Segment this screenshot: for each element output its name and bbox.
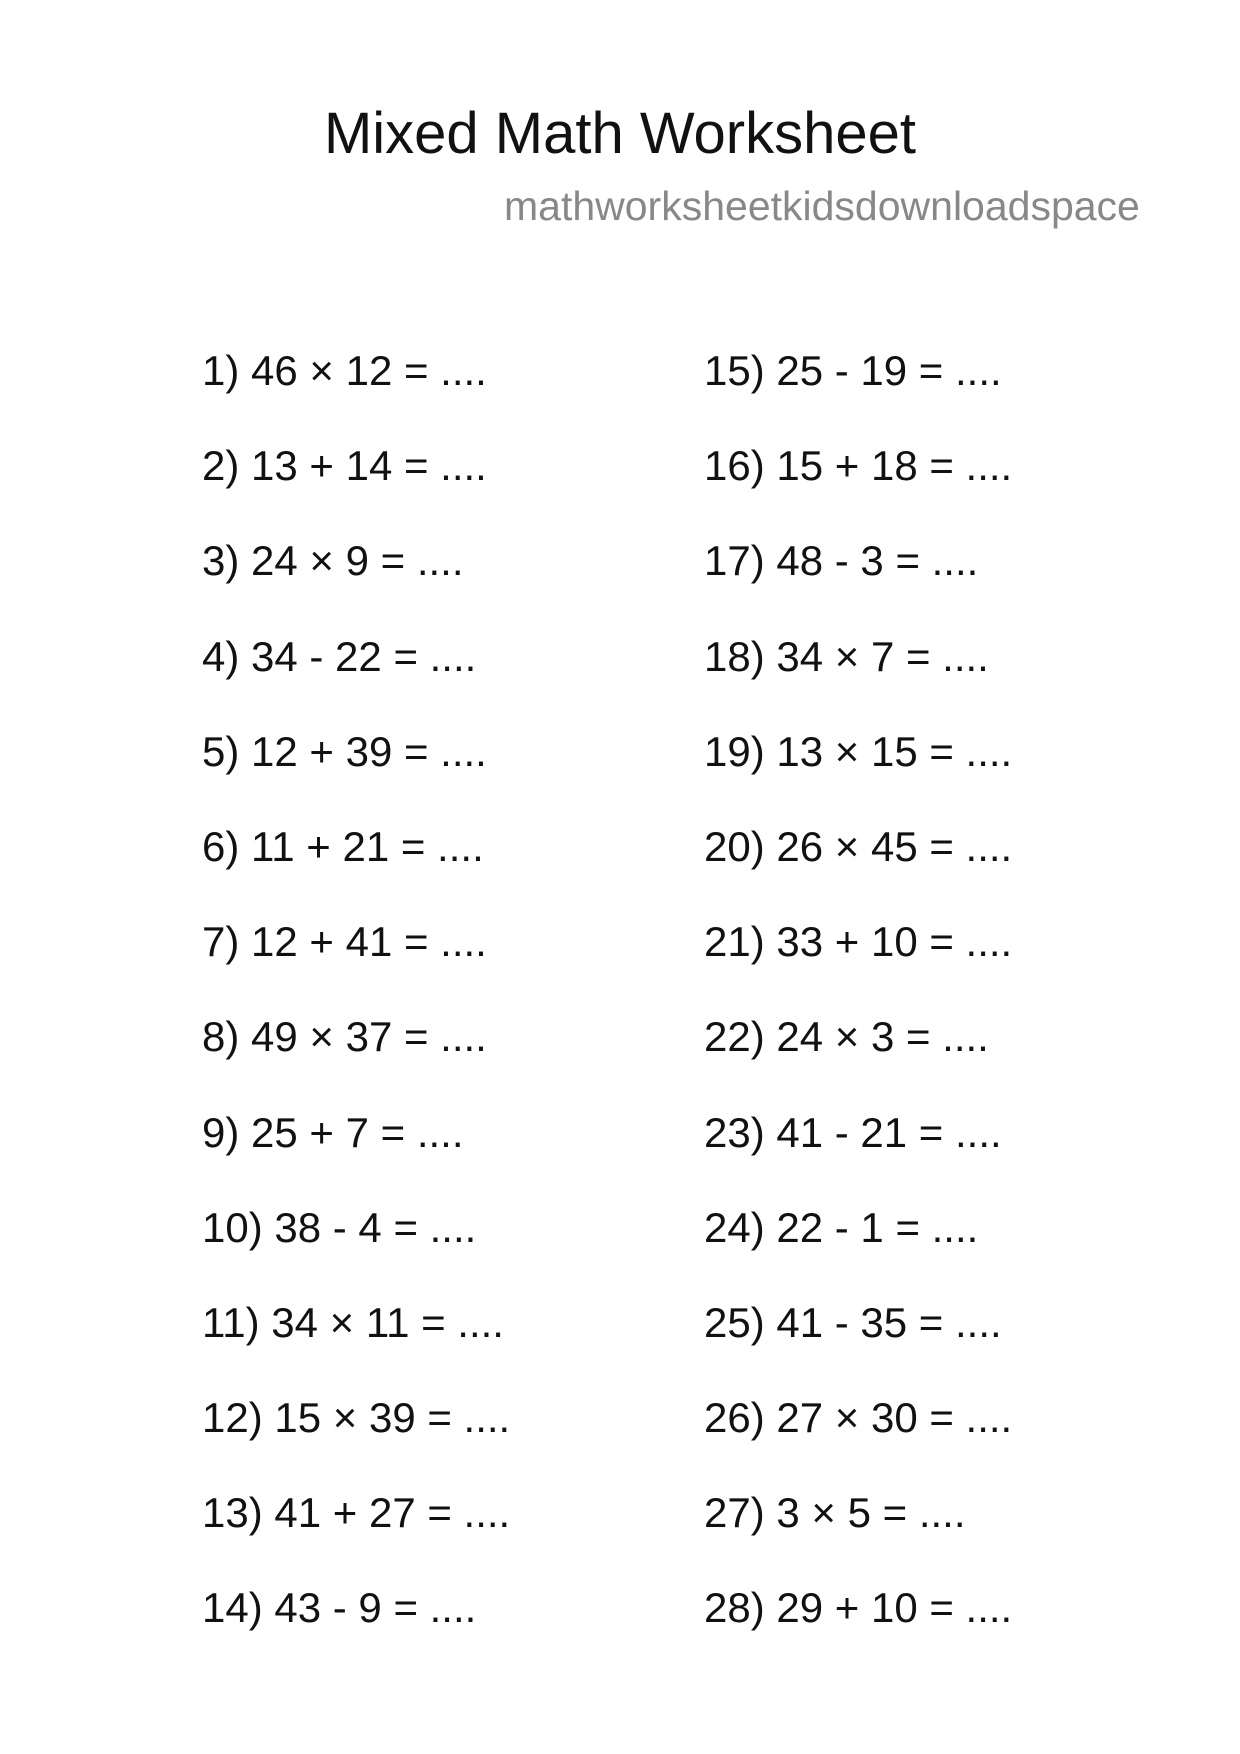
problem-item: 20) 26 × 45 = .... [704,822,1013,870]
problem-item: 21) 33 + 10 = .... [704,918,1013,966]
watermark-text: mathworksheetkidsdownloadspace [504,183,1140,229]
problem-item: 23) 41 - 21 = .... [704,1108,1002,1156]
problem-item: 8) 49 × 37 = .... [202,1013,487,1061]
problem-item: 22) 24 × 3 = .... [704,1013,989,1061]
problem-item: 2) 13 + 14 = .... [202,442,487,490]
problem-item: 12) 15 × 39 = .... [202,1394,511,1442]
problem-item: 9) 25 + 7 = .... [202,1108,464,1156]
problem-item: 25) 41 - 35 = .... [704,1298,1002,1346]
problem-item: 7) 12 + 41 = .... [202,918,487,966]
problem-item: 17) 48 - 3 = .... [704,537,979,585]
problem-item: 6) 11 + 21 = .... [202,822,484,870]
problem-column-left [202,345,682,1678]
problem-item: 4) 34 - 22 = .... [202,632,477,680]
problem-column-right [704,345,1184,1678]
problem-item: 5) 12 + 39 = .... [202,727,487,775]
problem-item: 1) 46 × 12 = .... [202,347,487,394]
problem-item: 18) 34 × 7 = .... [704,632,989,680]
problem-item: 26) 27 × 30 = .... [704,1394,1013,1442]
problem-item: 3) 24 × 9 = .... [202,537,464,585]
problem-item: 24) 22 - 1 = .... [704,1203,979,1251]
problem-item: 28) 29 + 10 = .... [704,1584,1013,1632]
worksheet-title: Mixed Math Worksheet [323,101,917,166]
problem-item: 11) 34 × 11 = .... [202,1298,504,1346]
problem-item: 13) 41 + 27 = .... [202,1489,511,1537]
problem-item: 16) 15 + 18 = .... [704,442,1013,490]
problem-item: 14) 43 - 9 = .... [202,1584,477,1632]
problem-item: 19) 13 × 15 = .... [704,727,1013,775]
problem-item: 15) 25 - 19 = .... [704,347,1002,394]
problem-item: 10) 38 - 4 = .... [202,1203,477,1251]
problem-item: 27) 3 × 5 = .... [704,1489,966,1537]
